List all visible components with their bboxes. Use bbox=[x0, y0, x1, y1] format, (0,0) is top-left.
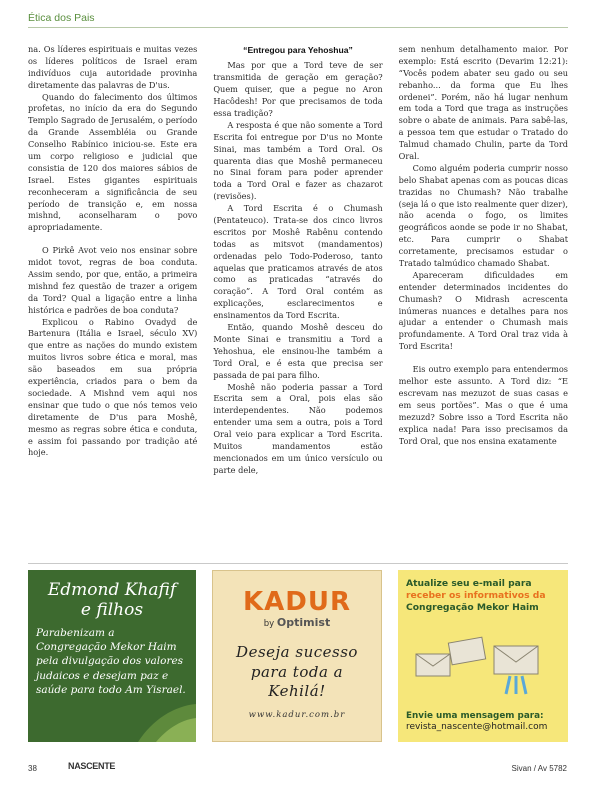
byline-brand: Optimist bbox=[276, 616, 331, 629]
paragraph: Explicou o Rabino Ovadyd de Bartenura (Itália e Israel, século XV) que entre as nações do mundo existem muitos livros sobre ética e moral, mas são baseados em sua própria experiência, criados para o bem da sociedade. A Mishnd vem aqui nos ensinar que tudo o que nós temos veio diretamente de D'us para Moshê, mesmo as regras sobre ética e conduta, e assim foi passando por tradição até hoje. bbox=[28, 316, 198, 458]
ad-contact bbox=[406, 711, 560, 734]
ad-title: Edmond Khafif bbox=[47, 580, 177, 600]
paragraph: Apareceram dificuldades em entender determinados incidentes do Chumash? O Midrash acrescenta inúmeras nuances e detalhes para nos ajudar a entender o Chumash mais profundamente. A Tord Oral traz vida à Tord Escrita! bbox=[398, 269, 568, 352]
ads-divider bbox=[28, 563, 568, 564]
kadur-byline bbox=[221, 616, 373, 629]
ad-subtitle: e filhos bbox=[80, 600, 144, 620]
envelope-icon bbox=[414, 636, 554, 696]
paragraph: Quando do falecimento dos últimos profetas, no início da era do Segundo Templo Sagrado de Jerusalém, o período da Grande Assembléia ou Grande Conselho Rabínico iniciou-se. Este era um corpo religioso e judicial que consistia de 120 dos maiores sábios de Israel. Estes gigantes espirituais reconheceram a significância de seu período de transição e, em nossa mishnd, aconselharam o povo apropriadamente. bbox=[28, 91, 198, 233]
column-3 bbox=[399, 44, 568, 554]
paragraph: Então, quando Moshê desceu do Monte Sinai e transmitiu a Tord a Yehoshua, ele ensinou-lhe também a Tord Oral, e é esta que precisa ser passada de pai para filho. bbox=[213, 322, 383, 380]
ad-line: Atualize seu e-mail para bbox=[406, 578, 532, 589]
paragraph: Moshê não poderia passar a Tord Escrita sem a Oral, pois elas são interdependentes. Não podemos entender uma sem a outra, pois a Tord Oral veio para explicar a Tord Escrita. Muitos mandamentos estão mencionados em um único versículo ou parte dele, bbox=[213, 381, 383, 475]
contact-label: Envie uma mensagem para: bbox=[406, 710, 544, 721]
paragraph: A Tord Escrita é o Chumash (Pentateuco). Trata-se dos cinco livros escritos por Moshê Rabênu contendo todas as mitsvot (mandamentos) ordenadas pelo Todo-Poderoso, tanto aquelas que praticamos através de atos como as praticadas “através do coração”. A Tord Oral contém as explicações, esclarecimentos e ensinamentos da Tord Escrita. bbox=[213, 203, 383, 321]
byline-by: by bbox=[263, 619, 275, 629]
column-1 bbox=[28, 44, 197, 554]
page-number: 38 bbox=[28, 764, 37, 773]
paragraph: sem nenhum detalhamento maior. Por exemplo: Está escrito (Devarim 12:21): “Vocês podem abater seu gado ou seu rebanho... da forma que Eu lhes ordenei”. Porém, não há lugar nenhum em toda a Tord que traga as instruções sobre o abate de animais. Para sabê-las, a pessoa tem que estudar o Tratado do Talmud chamado Chulin, parte da Tord Oral. bbox=[398, 44, 568, 162]
ad-kadur bbox=[212, 570, 382, 742]
ad-message: Parabenizam a Congregação Mekor Haim pela divulgação dos valores judaicos e desejam paz e saúde para todo Am Yisrael. bbox=[36, 627, 186, 696]
kadur-logo: KADUR bbox=[243, 587, 351, 617]
magazine-logo: NASCENTE bbox=[68, 761, 116, 771]
ad-line: Congregação Mekor Haim bbox=[406, 601, 539, 613]
article-columns bbox=[28, 44, 568, 554]
subheading: “Entregou para Yehoshua” bbox=[243, 45, 353, 55]
paragraph: O Pirkê Avot veio nos ensinar sobre midot tovot, regras de boa conduta. Assim sendo, por que, então, a primeira mishnd fez questão de trazer a origem da Tord? Qual a ligação entre a linha histórica e padrões de boa conduta? bbox=[28, 245, 198, 315]
ad-newsletter bbox=[398, 570, 568, 742]
leaf-decoration-icon bbox=[134, 698, 196, 742]
ad-edmond-khafif bbox=[28, 570, 196, 742]
ad-url: www.kadur.com.br bbox=[248, 709, 346, 720]
header-divider bbox=[28, 27, 568, 28]
paragraph: na. Os líderes espirituais e muitas vezes os líderes políticos de Israel eram indivíduos cuja autoridade provinha diretamente das palavras de D'us. bbox=[28, 44, 198, 90]
paragraph: Eis outro exemplo para entendermos melhor este assunto. A Tord diz: “E escrevam nas mezuzot de suas casas e em seus portões”. Mas o que é uma mezuzd? Sobre isso a Tord Escrita não explica nada! Para isso precisamos da Tord Oral, que nos ensina exatamente bbox=[398, 364, 568, 446]
contact-email: revista_nascente@hotmail.com bbox=[406, 722, 548, 733]
paragraph: Como alguém poderia cumprir nosso belo Shabat apenas com as poucas dicas trazidas no Chumash? Não trabalhe (seja lá o que isto realmente quer dizer), não acenda o fogo, os limites geográficos aonde se pode ir no Shabat, etc. Para cumprir o Shabat corretamente, precisamos estudar o Tratado talmúdico chamado Shabat. bbox=[398, 162, 568, 269]
ad-message: Deseja sucesso para toda a Kehilá! bbox=[236, 643, 358, 700]
ad-line: receber os informativos da bbox=[406, 589, 546, 601]
column-2 bbox=[213, 44, 382, 554]
paragraph: A resposta é que não somente a Tord Escrita foi entregue por D'us no Monte Sinai, mas também a Tord Oral. Os quarenta dias que Moshê permaneceu no Sinai foram para poder aprender toda a Tord Oral e fazer as chazarot (revisões). bbox=[213, 119, 383, 202]
section-title: Ética dos Pais bbox=[28, 12, 95, 24]
paragraph: Mas por que a Tord teve de ser transmitida de geração em geração? Quem quiser, que a pegue no Aron Hacôdesh! Por que precisamos de toda essa tradição? bbox=[213, 60, 383, 119]
issue-date: Sivan / Av 5782 bbox=[511, 764, 567, 773]
